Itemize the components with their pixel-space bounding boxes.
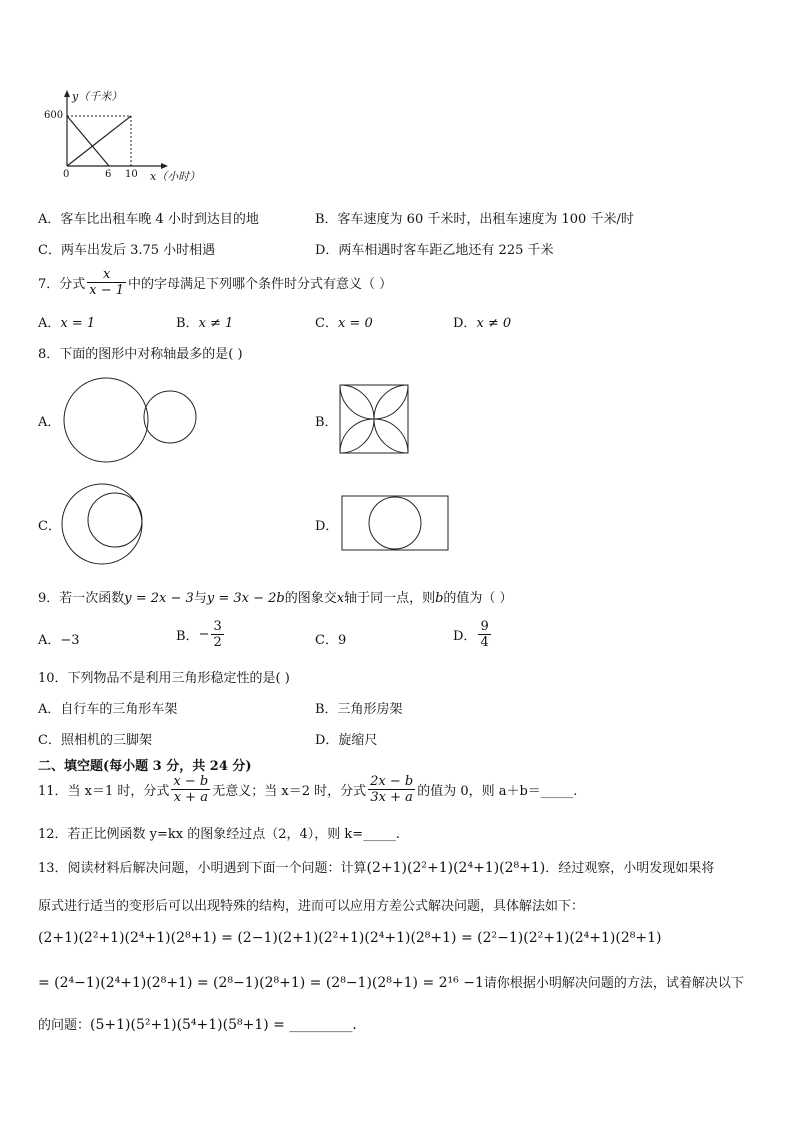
q9-option-d: D． $\frac{9}{4}$ [453,619,489,650]
q13-line5: 的问题：(5+1)(5²+1)(5⁴+1)(5⁸+1) = _________. [38,1017,357,1033]
q6-option-c: C．两车出发后 3.75 小时相遇 [38,243,216,258]
q10-stem: 10．下列物品不是利用三角形稳定性的是( ) [38,671,290,686]
q8-figure-b [338,383,410,455]
q7-option-b: B．x ≠ 1 [176,316,234,331]
graph-x-tick-6: 6 [105,169,112,180]
q8-figure-a [60,376,200,466]
q8-option-a: A． [38,415,61,430]
q10-option-c: C．照相机的三脚架 [38,733,152,748]
q13-line1: 13．阅读材料后解决问题，小明遇到下面一个问题：计算(2+1)(2²+1)(2⁴+1)(2⁸+1)．经过观察，小明发现如果将 [38,860,715,876]
graph-x-tick-0: 0 [63,169,70,180]
q8-figure-c [58,482,170,566]
q6-option-d: D．两车相遇时客车距乙地还有 225 千米 [315,243,554,258]
q7-suffix: 中的字母满足下列哪个条件时分式有意义（ ） [128,277,393,292]
q10-option-b: B．三角形房架 [315,702,403,717]
graph-y-tick: 600 [44,110,64,121]
q13-line2: 原式进行适当的变形后可以出现特殊的结构，进而可以应用方差公式解决问题，具体解法如下： [38,899,585,914]
q12-stem: 12．若正比例函数 y=kx 的图象经过点（2，4），则 k=_____. [38,827,400,842]
q11-stem: 11．当 x＝1 时，分式 $\frac{x - b}{x + a}$ 无意义；当 x＝2 时，分式 $\frac{2x - b}{3x + a}$ 的值为 0，则 a＋b＝_____. [38,774,578,805]
q8-option-d: D． [315,519,339,534]
q8-option-b: B． [315,415,338,430]
q7-option-a: A．x = 1 [38,316,96,331]
graph-x-tick-10: 10 [125,169,138,180]
q13-line4: = (2⁴−1)(2⁴+1)(2⁸+1) = (2⁸−1)(2⁸+1) = (2⁸−1)(2⁸+1) = 2¹⁶ −1请你根据小明解决问题的方法，试着解决以下 [38,975,744,991]
q6-option-b: B．客车速度为 60 千米时，出租车速度为 100 千米/时 [315,212,634,227]
q7-fraction: $\frac{x}{x - 1}$ [89,267,125,298]
graph-x-label: x（小时） [150,170,201,183]
section-heading: 二、填空题(每小题 3 分，共 24 分) [38,759,252,774]
q9-option-b: B．− $\frac{3}{2}$ [176,619,222,650]
q10-option-d: D．旋缩尺 [315,733,378,748]
q7-option-d: D．x ≠ 0 [453,316,512,331]
q8-option-c: C． [38,519,61,534]
q10-option-a: A．自行车的三角形车架 [38,702,178,717]
q7-option-c: C．x = 0 [315,316,373,331]
q13-line3: (2+1)(2²+1)(2⁴+1)(2⁸+1) = (2−1)(2+1)(2²+1)(2⁴+1)(2⁸+1) = (2²−1)(2²+1)(2⁴+1)(2⁸+1) [38,930,662,946]
distance-time-graph [40,88,240,188]
q9-option-c: C．9 [315,633,347,648]
q7-stem [38,267,392,298]
q8-figure-d [340,493,452,553]
q6-option-a: A．客车比出租车晚 4 小时到达目的地 [38,212,259,227]
q9-option-a: A．−3 [38,633,80,648]
graph-y-label: y（千米） [72,90,123,103]
q9-stem: 9．若一次函数y = 2x − 3与y = 3x − 2b的图象交x轴于同一点，则b的值为（ ） [38,591,513,606]
q7-prefix: 7．分式 [38,277,86,292]
q8-stem: 8．下面的图形中对称轴最多的是( ) [38,347,243,362]
